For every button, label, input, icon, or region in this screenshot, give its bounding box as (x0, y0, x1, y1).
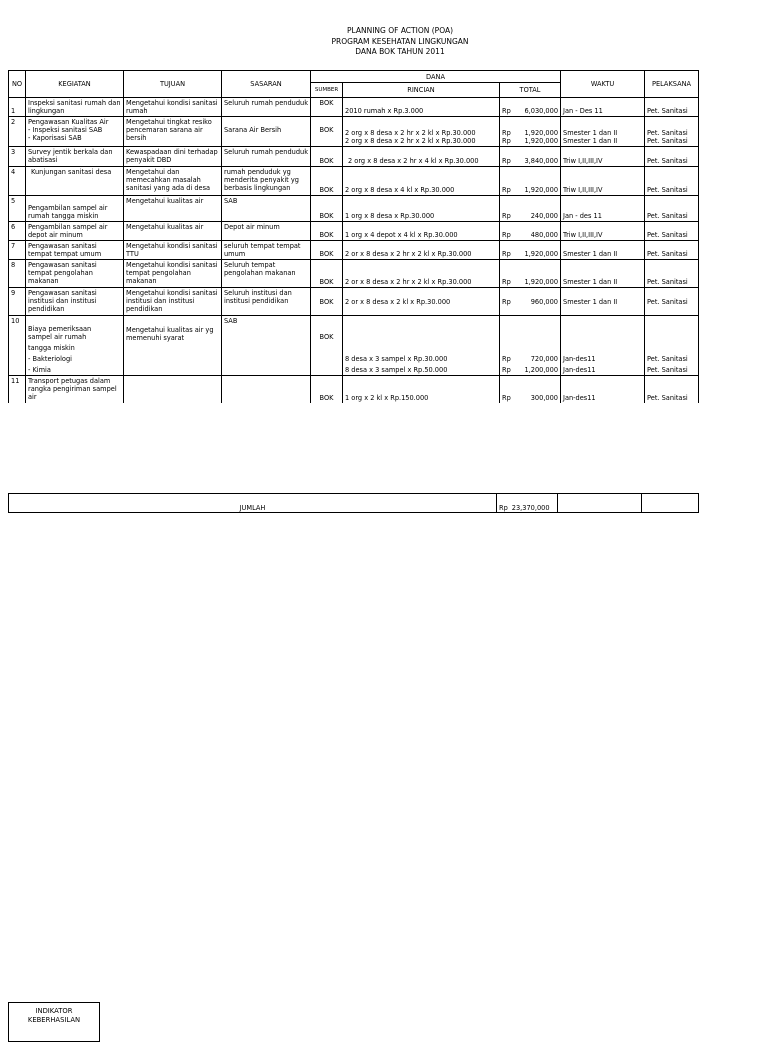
kegiatan-sub-item: - Kaporisasi SAB (28, 134, 82, 142)
header-total: TOTAL (500, 83, 561, 98)
tujuan-cell: Kewaspadaan dini terhadap penyakit DBD (124, 147, 222, 167)
kegiatan-sub-item: - Bakteriologi (28, 355, 72, 363)
total-cell (500, 222, 561, 241)
rincian-cell: 2010 rumah x Rp.3.000 (343, 98, 500, 117)
total-cell (500, 167, 561, 196)
kegiatan-sub-item: - Inspeksi sanitasi SAB (28, 126, 103, 134)
rincian-line: 8 desa x 3 sampel x Rp.30.000 (345, 355, 448, 363)
poa-table (8, 70, 699, 403)
sumber-cell: BOK (311, 196, 343, 222)
rincian-cell: 2 org x 8 desa x 4 kl x Rp.30.000 (343, 167, 500, 196)
header-tujuan: TUJUAN (124, 71, 222, 98)
table-row (9, 98, 699, 117)
sasaran-cell (222, 376, 311, 403)
total-value: 1,920,000 (524, 250, 559, 258)
title-line-3: DANA BOK TAHUN 2011 (355, 47, 445, 56)
tujuan-cell: Mengetahui kondisi sanitasi rumah (124, 98, 222, 117)
table-row (9, 147, 699, 167)
waktu-cell (561, 316, 645, 376)
pelaksana-line: Pet. Sanitasi (647, 366, 688, 374)
sasaran-cell: rumah penduduk yg menderita penyakit yg berbasis lingkungan (222, 167, 311, 196)
table-row (9, 222, 699, 241)
pelaksana-cell: Pet. Sanitasi (645, 147, 699, 167)
pelaksana-line: Pet. Sanitasi (647, 129, 688, 137)
document-title (0, 26, 768, 58)
row-number: 3 (9, 147, 26, 167)
sumber-cell: BOK (311, 316, 343, 376)
waktu-line: Smester 1 dan II (563, 129, 618, 137)
header-pelaksana: PELAKSANA (645, 71, 699, 98)
row-number: 9 (9, 288, 26, 316)
currency-label: Rp (502, 129, 511, 137)
table-row (9, 376, 699, 403)
total-value: 720,000 (530, 355, 559, 363)
tujuan-cell: Mengetahui kondisi sanitasi TTU (124, 241, 222, 260)
sasaran-cell: Depot air minum (222, 222, 311, 241)
row-number: 7 (9, 241, 26, 260)
total-cell (500, 241, 561, 260)
tujuan-cell (124, 376, 222, 403)
title-line-1: PLANNING OF ACTION (POA) (346, 26, 454, 35)
total-cell (500, 288, 561, 316)
summary-table (8, 493, 699, 513)
header-sasaran: SASARAN (222, 71, 311, 98)
row-number: 8 (9, 260, 26, 288)
total-value: 1,920,000 (524, 129, 559, 137)
total-value: 1,920,000 (524, 186, 559, 194)
sasaran-cell: SAB (222, 196, 311, 222)
waktu-cell: Jan - Des 11 (561, 98, 645, 117)
pelaksana-cell: Pet. Sanitasi (645, 98, 699, 117)
table-row (9, 241, 699, 260)
kegiatan-cell (26, 117, 124, 147)
currency-label: Rp (502, 278, 511, 286)
table-row (9, 167, 699, 196)
currency-label: Rp (502, 137, 511, 145)
waktu-cell: Triw I,II,III,IV (561, 222, 645, 241)
tujuan-cell: Mengetahui dan memecahkan masalah sanitasi yang ada di desa (124, 167, 222, 196)
kegiatan-cell: Inspeksi sanitasi rumah dan lingkungan (26, 98, 124, 117)
row-number: 4 (9, 167, 26, 196)
currency-label: Rp (499, 504, 508, 512)
sumber-cell: BOK (311, 167, 343, 196)
pelaksana-cell: Pet. Sanitasi (645, 241, 699, 260)
tujuan-cell: Mengetahui kondisi sanitasi tempat pengolahan makanan (124, 260, 222, 288)
kegiatan-text: tangga miskin (28, 344, 75, 352)
sumber-cell: BOK (311, 288, 343, 316)
currency-label: Rp (502, 212, 511, 220)
waktu-cell: Jan - des 11 (561, 196, 645, 222)
total-cell (500, 376, 561, 403)
waktu-line: Jan-des11 (563, 355, 596, 363)
total-cell (500, 147, 561, 167)
empty-cell (558, 494, 642, 513)
row-number: 6 (9, 222, 26, 241)
sumber-cell: BOK (311, 98, 343, 117)
title-line-2: PROGRAM KESEHATAN LINGKUNGAN (331, 36, 469, 46)
table-row (9, 316, 699, 376)
kegiatan-cell: Survey jentik berkala dan abatisasi (26, 147, 124, 167)
sasaran-cell: SAB (222, 316, 311, 376)
tujuan-cell: Mengetahui kualitas air (124, 196, 222, 222)
indikator-label: INDIKATOR (35, 1007, 73, 1015)
sasaran-cell: Seluruh rumah penduduk (222, 147, 311, 167)
summary-row (9, 494, 699, 513)
rincian-cell: 1 org x 8 desa x Rp.30.000 (343, 196, 500, 222)
pelaksana-line: Pet. Sanitasi (647, 355, 688, 363)
currency-label: Rp (502, 186, 511, 194)
jumlah-label: JUMLAH (9, 494, 497, 513)
waktu-cell: Smester 1 dan II (561, 260, 645, 288)
pelaksana-cell (645, 117, 699, 147)
currency-label: Rp (502, 355, 511, 363)
sasaran-cell: seluruh tempat tempat umum (222, 241, 311, 260)
row-number: 2 (9, 117, 26, 147)
kegiatan-cell: Pengawasan sanitasi institusi dan institusi pendidikan (26, 288, 124, 316)
kegiatan-cell: Pengawasan sanitasi tempat pengolahan makanan (26, 260, 124, 288)
total-value: 480,000 (530, 231, 559, 239)
waktu-cell: Smester 1 dan II (561, 241, 645, 260)
rincian-line: 8 desa x 3 sampel x Rp.50.000 (345, 366, 448, 374)
kegiatan-cell: Pengambilan sampel air rumah tangga miskin (26, 196, 124, 222)
currency-label: Rp (502, 157, 511, 165)
total-value: 240,000 (530, 212, 559, 220)
sumber-cell: BOK (311, 117, 343, 147)
waktu-line: Smester 1 dan II (563, 137, 618, 145)
kegiatan-cell: Pengambilan sampel air depot air minum (26, 222, 124, 241)
currency-label: Rp (502, 298, 511, 306)
kegiatan-cell (26, 316, 124, 376)
total-value: 3,840,000 (524, 157, 559, 165)
rincian-cell: 2 or x 8 desa x 2 hr x 2 kl x Rp.30.000 (343, 260, 500, 288)
kegiatan-cell: Transport petugas dalam rangka pengiriman sampel air (26, 376, 124, 403)
currency-label: Rp (502, 366, 511, 374)
waktu-line: Jan-des11 (563, 366, 596, 374)
tujuan-cell: Mengetahui kondisi sanitasi institusi dan institusi pendidikan (124, 288, 222, 316)
rincian-cell: 1 org x 2 kl x Rp.150.000 (343, 376, 500, 403)
waktu-cell: Triw I,II,III,IV (561, 167, 645, 196)
jumlah-total (497, 494, 558, 513)
table-row (9, 288, 699, 316)
header-kegiatan: KEGIATAN (26, 71, 124, 98)
sumber-cell: BOK (311, 222, 343, 241)
kegiatan-text: Pengawasan Kualitas Air (28, 118, 109, 126)
rincian-cell: 1 org x 4 depot x 4 kl x Rp.30.000 (343, 222, 500, 241)
sumber-cell: BOK (311, 147, 343, 167)
row-number: 1 (9, 98, 26, 117)
header-sumber: SUMBER (311, 83, 343, 98)
pelaksana-cell: Pet. Sanitasi (645, 167, 699, 196)
total-cell (500, 98, 561, 117)
row-number: 10 (9, 316, 26, 376)
waktu-cell: Jan-des11 (561, 376, 645, 403)
currency-label: Rp (502, 393, 511, 402)
rincian-cell (343, 316, 500, 376)
empty-cell (642, 494, 699, 513)
kegiatan-text: Biaya pemeriksaan sampel air rumah (28, 325, 92, 341)
pelaksana-cell (645, 316, 699, 376)
header-rincian: RINCIAN (343, 83, 500, 98)
rincian-line: 2 org x 8 desa x 2 hr x 2 kl x Rp.30.000 (345, 137, 476, 145)
currency-label: Rp (502, 250, 511, 258)
total-value: 300,000 (530, 393, 559, 402)
header-waktu: WAKTU (561, 71, 645, 98)
pelaksana-cell: Pet. Sanitasi (645, 288, 699, 316)
tujuan-cell: Mengetahui kualitas air (124, 222, 222, 241)
total-cell (500, 316, 561, 376)
sasaran-cell: Seluruh institusi dan institusi pendidikan (222, 288, 311, 316)
sumber-cell: BOK (311, 376, 343, 403)
row-number: 11 (9, 376, 26, 403)
total-cell (500, 260, 561, 288)
total-value: 960,000 (530, 298, 559, 306)
pelaksana-cell: Pet. Sanitasi (645, 260, 699, 288)
currency-label: Rp (502, 107, 511, 115)
rincian-line: 2 org x 8 desa x 2 hr x 2 kl x Rp.30.000 (345, 129, 476, 137)
rincian-cell: 2 or x 8 desa x 2 kl x Rp.30.000 (343, 288, 500, 316)
table-row (9, 117, 699, 147)
indikator-box (8, 1002, 100, 1042)
total-value: 23,370,000 (511, 504, 550, 512)
currency-label: Rp (502, 231, 511, 239)
sasaran-cell: Seluruh tempat pengolahan makanan (222, 260, 311, 288)
rincian-cell (343, 117, 500, 147)
waktu-cell: Smester 1 dan II (561, 288, 645, 316)
sumber-cell: BOK (311, 241, 343, 260)
pelaksana-cell: Pet. Sanitasi (645, 196, 699, 222)
total-cell (500, 117, 561, 147)
pelaksana-cell: Pet. Sanitasi (645, 222, 699, 241)
row-number: 5 (9, 196, 26, 222)
waktu-cell (561, 117, 645, 147)
pelaksana-cell: Pet. Sanitasi (645, 376, 699, 403)
table-row (9, 196, 699, 222)
sumber-cell: BOK (311, 260, 343, 288)
rincian-cell: 2 org x 8 desa x 2 hr x 4 kl x Rp.30.000 (343, 147, 500, 167)
header-no: NO (9, 71, 26, 98)
sasaran-cell: Seluruh rumah penduduk (222, 98, 311, 117)
waktu-cell: Triw I,II,III,IV (561, 147, 645, 167)
pelaksana-line: Pet. Sanitasi (647, 137, 688, 145)
rincian-cell: 2 or x 8 desa x 2 hr x 2 kl x Rp.30.000 (343, 241, 500, 260)
tujuan-cell: Mengetahui kualitas air yg memenuhi syarat (124, 316, 222, 376)
total-value: 1,200,000 (524, 366, 559, 374)
header-dana: DANA (311, 71, 561, 83)
total-value: 6,030,000 (524, 107, 559, 115)
indikator-label-2: KEBERHASILAN (27, 1016, 81, 1024)
table-row (9, 260, 699, 288)
total-value: 1,920,000 (524, 278, 559, 286)
tujuan-cell: Mengetahui tingkat resiko pencemaran sarana air bersih (124, 117, 222, 147)
sasaran-cell: Sarana Air Bersih (222, 117, 311, 147)
total-value: 1,920,000 (524, 137, 559, 145)
total-cell (500, 196, 561, 222)
kegiatan-sub-item: - Kimia (28, 366, 51, 374)
kegiatan-cell: Pengawasan sanitasi tempat tempat umum (26, 241, 124, 260)
kegiatan-cell: Kunjungan sanitasi desa (26, 167, 124, 196)
